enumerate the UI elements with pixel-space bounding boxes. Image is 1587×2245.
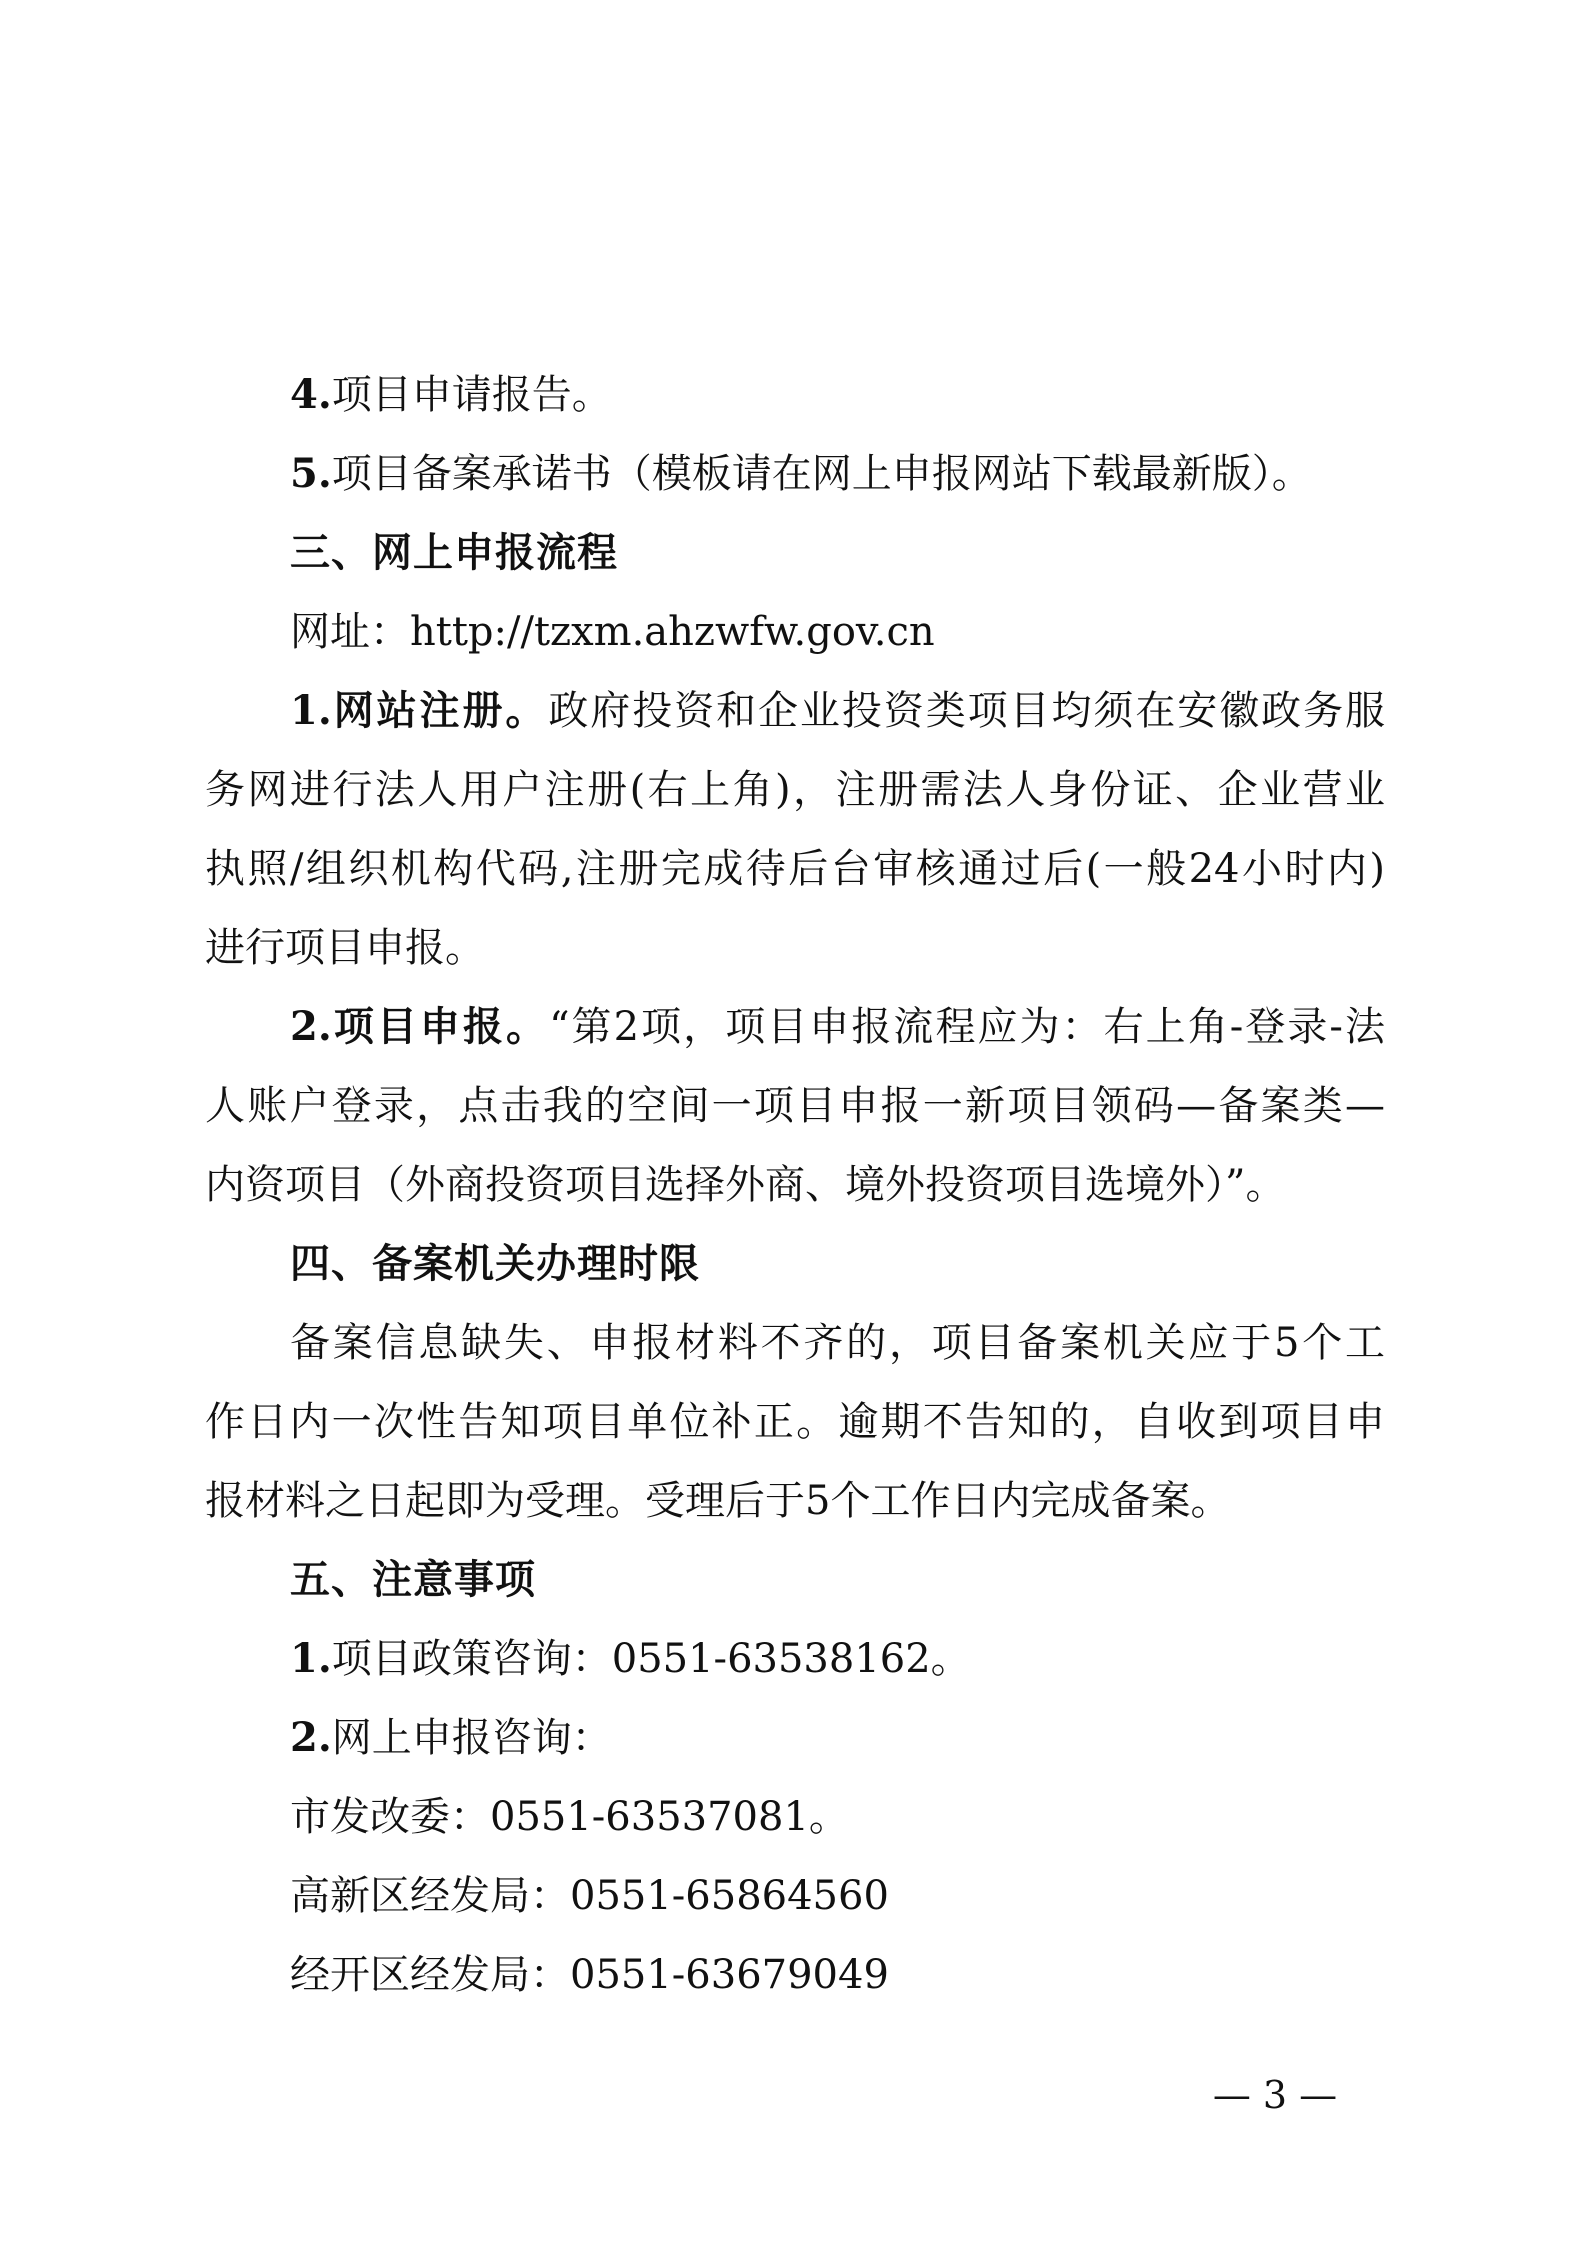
website-line — [290, 605, 1385, 659]
section-5-heading: 五、注意事项 — [290, 1557, 536, 1603]
item-4 — [290, 368, 1385, 422]
page-number: — 3 — — [1212, 2073, 1338, 2117]
step-2-line-3: 内资项目（外商投资项目选择外商、境外投资项目选境外）”。 — [205, 1162, 1286, 1208]
step-2-line-1-text: “第2项，项目申报流程应为：右上角-登录-法 — [549, 1004, 1386, 1050]
section-4-line-1: 备案信息缺失、申报材料不齐的，项目备案机关应于5个工 — [290, 1320, 1385, 1366]
item-4-number: 4. — [290, 371, 332, 418]
note-1-number: 1. — [290, 1635, 332, 1682]
step-1-line-2: 务网进行法人用户注册(右上角)，注册需法人身份证、企业营业 — [205, 767, 1385, 813]
section-4-line-3: 报材料之日起即为受理。受理后于5个工作日内完成备案。 — [205, 1478, 1231, 1524]
section-4-line-2: 作日内一次性告知项目单位补正。逾期不告知的，自收到项目申 — [205, 1399, 1385, 1445]
item-4-text: 项目申请报告。 — [331, 372, 612, 418]
step-1-title: 网站注册。 — [331, 688, 549, 734]
item-5 — [290, 447, 1385, 501]
step-1-line-3: 执照/组织机构代码,注册完成待后台审核通过后(一般24小时内) — [205, 846, 1385, 892]
contact-city: 市发改委：0551-63537081。 — [290, 1794, 849, 1840]
item-5-text: 项目备案承诺书（模板请在网上申报网站下载最新版）。 — [331, 451, 1312, 497]
item-5-number: 5. — [290, 450, 332, 497]
note-1-text: 项目政策咨询：0551-63538162。 — [331, 1636, 971, 1682]
note-1 — [290, 1632, 1385, 1686]
step-2-number: 2. — [290, 1003, 332, 1050]
website-label: 网址： — [290, 609, 410, 655]
contact-hitech-zone: 高新区经发局：0551-65864560 — [290, 1873, 889, 1919]
step-1-number: 1. — [290, 687, 332, 734]
step-2-title: 项目申报。 — [331, 1004, 550, 1050]
step-1-line-1 — [290, 684, 1385, 738]
step-2-line-2: 人账户登录，点击我的空间一项目申报一新项目领码—备案类— — [205, 1083, 1385, 1129]
website-url: http://tzxm.ahzwfw.gov.cn — [410, 609, 935, 655]
step-1-line-4: 进行项目申报。 — [205, 925, 485, 971]
note-2 — [290, 1711, 1385, 1765]
contact-economic-zone: 经开区经发局：0551-63679049 — [290, 1952, 889, 1998]
step-1-line-1-text: 政府投资和企业投资类项目均须在安徽政务服 — [548, 688, 1386, 734]
section-3-heading: 三、网上申报流程 — [290, 530, 618, 576]
note-2-number: 2. — [290, 1714, 332, 1761]
step-2-line-1 — [290, 1000, 1385, 1054]
note-2-text: 网上申报咨询： — [331, 1715, 612, 1761]
section-4-heading: 四、备案机关办理时限 — [290, 1241, 700, 1287]
